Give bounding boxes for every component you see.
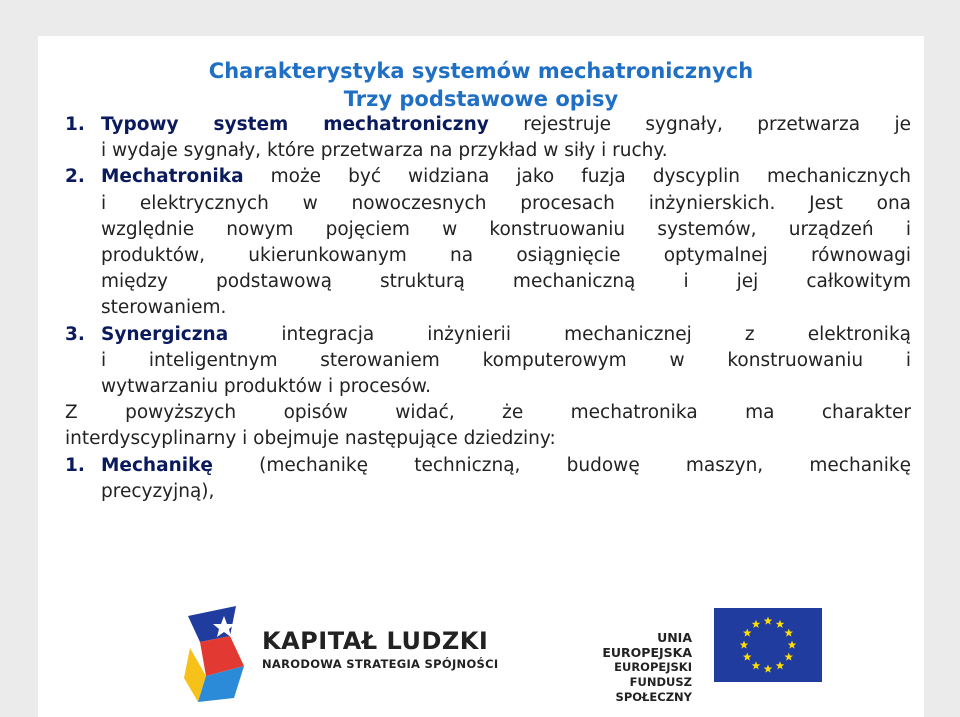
item-text: i elektrycznych w nowoczesnych procesach inżynierskich. Jest ona: [101, 192, 911, 214]
item-keyword: Mechatronika: [101, 166, 244, 188]
item-text: może być widziana jako fuzja dyscyplin mechanicznych: [243, 166, 911, 188]
list-item-mechatronika: [65, 164, 911, 321]
item-text: wytwarzaniu produktów i procesów.: [101, 376, 432, 398]
list-item-mechanika: [65, 453, 911, 505]
item-keyword: Synergiczna: [101, 323, 229, 345]
slide-subtitle: Trzy podstawowe opisy: [343, 87, 619, 111]
ue-line: UNIA EUROPEJSKA: [602, 630, 692, 660]
slide: [38, 36, 924, 717]
list-item-synergiczna: [65, 322, 911, 401]
ue-line: FUNDUSZ SPOŁECZNY: [615, 675, 692, 704]
kapital-ludzki-title: KAPITAŁ LUDZKI: [262, 627, 489, 655]
item-keyword: Mechanikę: [101, 454, 213, 476]
item-text: i wydaje sygnały, które przetwarza na przykład w siły i ruchy.: [101, 140, 668, 162]
item-keyword: Typowy system mechatroniczny: [101, 114, 489, 135]
eu-flag-icon: [714, 608, 822, 682]
item-number: 1.: [65, 454, 85, 476]
footer-logos: [158, 600, 834, 713]
slide-title: Charakterystyka systemów mechatronicznych: [208, 59, 754, 83]
item-text: sterowaniem.: [101, 297, 227, 319]
slide-body: [65, 112, 911, 505]
ue-line: EUROPEJSKI: [614, 660, 692, 674]
item-number: 3.: [65, 323, 85, 345]
item-text: i inteligentnym sterowaniem komputerowym w konstruowaniu i: [101, 349, 911, 371]
item-text: rejestruje sygnały, przetwarza je: [488, 114, 911, 135]
item-text: precyzyjną),: [101, 480, 215, 502]
kapital-ludzki-logo-icon: [180, 602, 252, 706]
item-number: 1.: [65, 114, 85, 135]
item-text: (mechanikę techniczną, budowę maszyn, mechanikę: [212, 454, 911, 476]
item-number: 2.: [65, 166, 85, 188]
summary-text: interdyscyplinarny i obejmuje następujące dziedziny:: [65, 428, 556, 450]
item-text: między podstawową strukturą mechaniczną i jej całkowitym: [101, 271, 911, 293]
list-item-typowy-system: [65, 112, 911, 164]
item-text: względnie nowym pojęciem w konstruowaniu systemów, urządzeń i: [101, 218, 911, 240]
item-text: integracja inżynierii mechanicznej z elektroniką: [228, 323, 911, 345]
ue-text: [576, 630, 692, 705]
summary-text: Z powyższych opisów widać, że mechatronika ma charakter: [65, 402, 911, 424]
kapital-ludzki-subtitle: NARODOWA STRATEGIA SPÓJNOŚCI: [262, 657, 499, 671]
item-text: produktów, ukierunkowanym na osiągnięcie optymalnej równowagi: [101, 245, 911, 267]
